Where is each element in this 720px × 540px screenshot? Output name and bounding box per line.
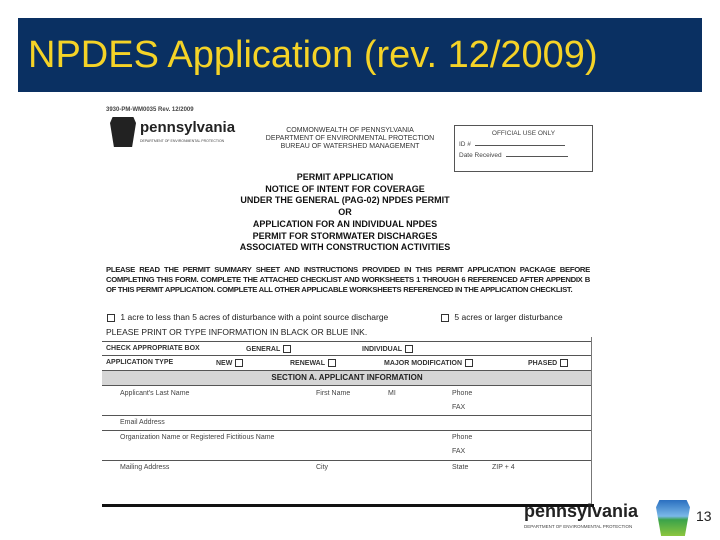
email-label: Email Address [120, 419, 165, 426]
date-received-label: Date Received [459, 152, 502, 159]
mi-label: MI [388, 390, 396, 397]
checkbox [235, 359, 243, 367]
footer-logo-subtitle: DEPARTMENT OF ENVIRONMENTAL PROTECTION [524, 524, 633, 529]
major-modification-option [384, 359, 476, 367]
mailing-address-label: Mailing Address [120, 464, 170, 471]
city-label: City [316, 464, 329, 471]
mailing-row [102, 460, 592, 504]
checkbox [107, 314, 115, 322]
zip-label: ZIP + 4 [492, 464, 515, 471]
title-line: NOTICE OF INTENT FOR COVERAGE [265, 183, 425, 194]
form-number: 3930-PM-WM0035 Rev. 12/2009 [106, 107, 194, 113]
agency-line: COMMONWEALTH OF PENNSYLVANIA [286, 127, 414, 134]
title-line: APPLICATION FOR AN INDIVIDUAL NPDES [252, 218, 438, 229]
state-label: State [452, 464, 469, 471]
form-title [200, 172, 490, 254]
footer-logo-text: pennsylvania [524, 501, 639, 521]
renewal-option [290, 359, 339, 367]
date-line [506, 156, 568, 157]
first-name-label: First Name [316, 390, 351, 397]
agency-heading [250, 127, 450, 151]
acre-option-2 [438, 312, 563, 322]
pa-dep-logo [110, 117, 250, 151]
keystone-icon [110, 117, 136, 147]
phone-label: Phone [452, 390, 473, 397]
label: GENERAL [246, 345, 281, 353]
title-line: PERMIT APPLICATION [296, 172, 394, 182]
page-number: 13 [696, 508, 712, 524]
check-box-row [102, 341, 592, 355]
phased-option [528, 359, 571, 367]
form-image [100, 105, 595, 507]
title-line: PERMIT FOR STORMWATER DISCHARGES [252, 230, 438, 241]
fax-label: FAX [452, 448, 466, 455]
keystone-icon [656, 500, 690, 536]
checkbox [441, 314, 449, 322]
label: NEW [216, 359, 233, 367]
id-label: ID # [459, 141, 471, 148]
label: MAJOR MODIFICATION [384, 359, 463, 367]
application-type-row [102, 355, 592, 370]
phone-label: Phone [452, 434, 473, 441]
official-use-box [454, 125, 593, 172]
slide-title: NPDES Application (rev. 12/2009) [18, 18, 702, 92]
fax-label: FAX [452, 404, 466, 411]
acre-option-label: 1 acre to less than 5 acres of disturbance with a point source discharge [120, 312, 389, 322]
acre-option-label: 5 acres or larger disturbance [454, 312, 563, 322]
checkbox [465, 359, 473, 367]
general-option [246, 345, 294, 353]
logo-text: pennsylvania [140, 119, 236, 136]
agency-line: BUREAU OF WATERSHED MANAGEMENT [280, 143, 420, 150]
title-line: ASSOCIATED WITH CONSTRUCTION ACTIVITIES [239, 242, 451, 253]
section-a-header: SECTION A. APPLICANT INFORMATION [102, 370, 592, 385]
last-name-label: Applicant's Last Name [120, 390, 190, 397]
email-row [102, 415, 592, 430]
acre-option-1 [104, 312, 388, 322]
organization-label: Organization Name or Registered Fictitious Name [120, 434, 275, 441]
print-note: PLEASE PRINT OR TYPE INFORMATION IN BLACK OR BLUE INK. [106, 327, 368, 337]
label: PHASED [528, 359, 558, 367]
applicant-name-row [102, 385, 592, 415]
label: CHECK APPROPRIATE BOX [106, 345, 200, 352]
new-option [216, 359, 246, 367]
checkbox [560, 359, 568, 367]
label: INDIVIDUAL [362, 345, 403, 353]
title-line: OR [338, 207, 352, 218]
logo-subtitle: DEPARTMENT OF ENVIRONMENTAL PROTECTION [140, 139, 225, 143]
checkbox [405, 345, 413, 353]
label: RENEWAL [290, 359, 325, 367]
title-line: UNDER THE GENERAL (PAG-02) NPDES PERMIT [240, 195, 450, 206]
form-border [591, 337, 592, 505]
instructions: PLEASE READ THE PERMIT SUMMARY SHEET AND INSTRUCTIONS PROVIDED IN THIS PERMIT APPLICATION PACKAGE BEFORE COMPLETING THIS FORM. COMPLETE THE ATTACHED CHECKLIST AND WORKSHEETS 1 THROUGH 6 REFERENCED AFTER APPENDIX B OF THIS PERMIT APPLICATION. COMPLETE ALL OTHER APPLICABLE WORKSHEETS REFERENCED IN THE APPLICATION CHECKLIST. [106, 265, 590, 295]
organization-row [102, 430, 592, 460]
pa-dep-footer-logo [520, 498, 692, 538]
official-heading: OFFICIAL USE ONLY [491, 130, 556, 137]
checkbox [283, 345, 291, 353]
agency-line: DEPARTMENT OF ENVIRONMENTAL PROTECTION [265, 135, 435, 142]
id-line [475, 145, 565, 146]
label: APPLICATION TYPE [106, 359, 174, 366]
checkbox [328, 359, 336, 367]
individual-option [362, 345, 416, 353]
